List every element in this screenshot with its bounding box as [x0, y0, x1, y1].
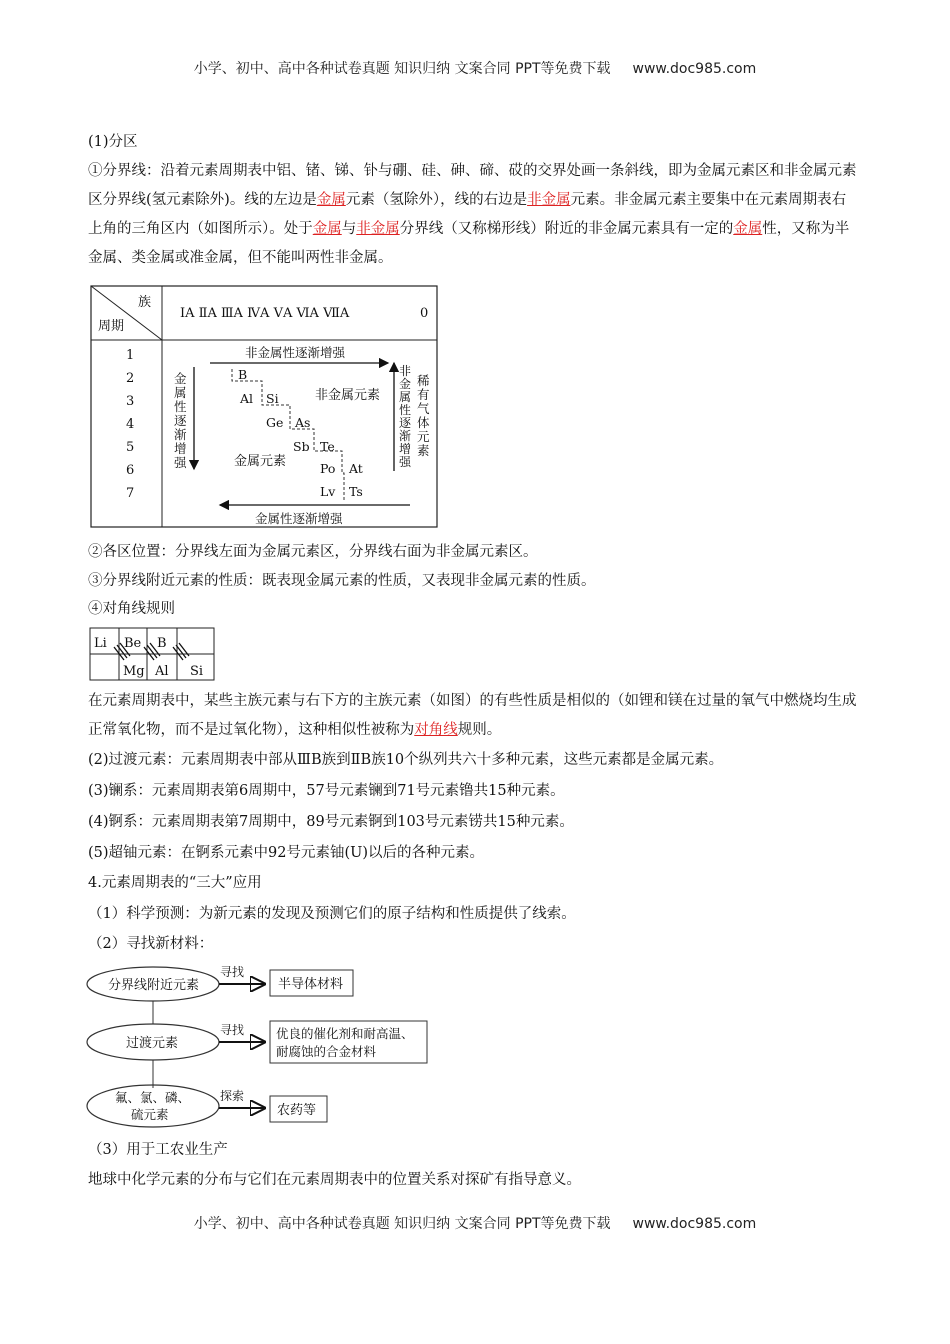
paragraph-boundary-properties: ③分界线附近元素的性质：既表现金属元素的性质，又表现非金属元素的性质。 — [88, 573, 596, 589]
svg-text:Ts: Ts — [349, 484, 363, 499]
flow-arrow-1: 寻找 — [220, 965, 245, 979]
heading-applications: 4.元素周期表的“三大”应用 — [88, 875, 262, 891]
svg-text:逐: 逐 — [174, 413, 187, 428]
period-numbers — [126, 348, 134, 501]
flow-result-2b: 耐腐蚀的合金材料 — [276, 1044, 377, 1059]
paragraph-transuranic: (5)超铀元素：在锕系元素中92号元素铀(U)以后的各种元素。 — [88, 845, 485, 861]
materials-flow-diagram — [84, 958, 434, 1130]
page-footer — [0, 1213, 950, 1233]
page-header — [0, 58, 950, 78]
svg-text:性: 性 — [174, 399, 187, 414]
svg-text:1: 1 — [126, 348, 135, 363]
paragraph-actinide: (4)锕系：元素周期表第7周期中，89号元素锕到103号元素铹共15种元素。 — [88, 814, 574, 830]
corner-group: 族 — [138, 295, 152, 310]
paragraph-industry: （3）用于工农业生产 — [88, 1142, 228, 1158]
diagonal-rule-diagram — [89, 627, 215, 681]
svg-text:Mg: Mg — [123, 664, 145, 679]
flow-result-1: 半导体材料 — [278, 977, 344, 992]
svg-text:Be: Be — [124, 636, 142, 651]
header-text: 小学、初中、高中各种试卷真题 知识归纳 文案合同 PPT等免费下载 — [193, 61, 611, 77]
paragraph-new-materials: （2）寻找新材料： — [88, 936, 214, 952]
svg-text:3: 3 — [126, 394, 135, 409]
metal-label: 金属元素 — [234, 454, 287, 469]
svg-text:5: 5 — [126, 440, 135, 455]
svg-text:Li: Li — [94, 636, 107, 651]
footer-url[interactable]: www.doc985.com — [632, 1216, 757, 1232]
svg-text:6: 6 — [126, 463, 135, 478]
svg-text:增: 增 — [174, 441, 187, 456]
svg-text:强: 强 — [174, 455, 187, 470]
paragraph-diagonal-rule: 在元素周期表中，某些主族元素与右下方的主族元素（如图）的有些性质是相似的（如锂和镁在过量的氧气中燃烧均生成正常氧化物，而不是过氧化物），这种相似性被称为对角线规则。 — [88, 693, 857, 738]
section-title: (1)分区 — [88, 134, 138, 150]
svg-text:Si: Si — [190, 664, 204, 679]
svg-text:非: 非 — [399, 364, 412, 378]
svg-text:B: B — [238, 367, 248, 382]
svg-text:Al: Al — [240, 391, 254, 406]
svg-text:增: 增 — [399, 442, 412, 456]
svg-text:B: B — [157, 636, 167, 651]
svg-text:2: 2 — [126, 371, 135, 386]
svg-text:As: As — [295, 415, 311, 430]
paragraph-mining: 地球中化学元素的分布与它们在元素周期表中的位置关系对探矿有指导意义。 — [88, 1172, 581, 1188]
left-arrow-label — [174, 371, 187, 470]
svg-text:有: 有 — [417, 387, 430, 402]
flow-source-3b: 硫元素 — [131, 1107, 169, 1122]
svg-text:7: 7 — [126, 486, 135, 501]
periodic-zone-diagram — [90, 285, 438, 528]
svg-text:Al: Al — [155, 664, 169, 679]
flow-result-3: 农药等 — [277, 1103, 317, 1118]
svg-text:Sb: Sb — [293, 439, 310, 454]
paragraph-diagonal-rule-title: ④对角线规则 — [88, 601, 175, 617]
flow-source-3a: 氟、氯、磷、 — [115, 1090, 191, 1105]
svg-text:强: 强 — [399, 455, 412, 469]
top-arrow-label: 非金属性逐渐增强 — [245, 345, 346, 360]
bottom-arrow-label: 金属性逐渐增强 — [255, 511, 343, 526]
paragraph-transition: (2)过渡元素：元素周期表中部从ⅢB族到ⅡB族10个纵列共六十多种元素，这些元素都是金属元素。 — [88, 752, 724, 768]
svg-text:属: 属 — [399, 390, 412, 404]
footer-text: 小学、初中、高中各种试卷真题 知识归纳 文案合同 PPT等免费下载 — [193, 1216, 611, 1232]
nonmetal-label: 非金属元素 — [315, 388, 381, 403]
svg-text:Si: Si — [266, 391, 279, 406]
paragraph-zone-position: ②各区位置：分界线左面为金属元素区，分界线右面为非金属元素区。 — [88, 544, 538, 560]
svg-text:气: 气 — [417, 401, 430, 416]
svg-text:稀: 稀 — [417, 373, 430, 388]
svg-text:Po: Po — [320, 461, 336, 476]
svg-text:Te: Te — [320, 439, 335, 454]
svg-text:金: 金 — [174, 371, 187, 386]
svg-text:金: 金 — [399, 377, 412, 391]
svg-text:Lv: Lv — [320, 484, 336, 499]
svg-text:逐: 逐 — [399, 416, 412, 430]
svg-text:Ge: Ge — [266, 415, 284, 430]
flow-source-2: 过渡元素 — [126, 1036, 179, 1051]
svg-text:元: 元 — [417, 429, 430, 444]
svg-text:性: 性 — [399, 403, 412, 417]
flow-arrow-2: 寻找 — [220, 1023, 245, 1037]
svg-text:属: 属 — [174, 385, 187, 400]
group-headers: ⅠA ⅡA ⅢA ⅣA ⅤA ⅥA ⅦA — [180, 306, 350, 321]
header-url[interactable]: www.doc985.com — [632, 61, 757, 77]
svg-text:At: At — [349, 461, 363, 476]
paragraph-lanthanide: (3)镧系：元素周期表第6周期中，57号元素镧到71号元素镥共15种元素。 — [88, 783, 565, 799]
paragraph-prediction: （1）科学预测：为新元素的发现及预测它们的原子结构和性质提供了线索。 — [88, 906, 576, 922]
paragraph-boundary: ①分界线：沿着元素周期表中铝、锗、锑、钋与硼、硅、砷、碲、砹的交界处画一条斜线，即为金属元素区和非金属元素区分界线(氢元素除外)。线的左边是金属元素（氢除外），线的右边是非金属元素。非金属元素主要集中在元素周期表右上角的三角区内（如图所示）。处于金属与非金属分界线（又称梯形线）附近的非金属元素具有一定的金属性，又称为半金属、类金属或准金属，但不能叫两性非金属。 — [88, 163, 857, 266]
svg-text:渐: 渐 — [174, 427, 187, 442]
right-arrow-label — [399, 363, 412, 469]
svg-text:4: 4 — [126, 417, 135, 432]
svg-text:渐: 渐 — [399, 429, 412, 443]
flow-source-1: 分界线附近元素 — [108, 978, 200, 993]
group-zero: 0 — [420, 306, 429, 321]
corner-period: 周期 — [98, 319, 125, 334]
flow-arrow-3: 探索 — [220, 1089, 245, 1103]
svg-text:素: 素 — [417, 443, 430, 458]
flow-result-2a: 优良的催化剂和耐高温、 — [276, 1026, 414, 1041]
svg-text:体: 体 — [417, 415, 430, 430]
noble-gas-label — [417, 373, 430, 458]
